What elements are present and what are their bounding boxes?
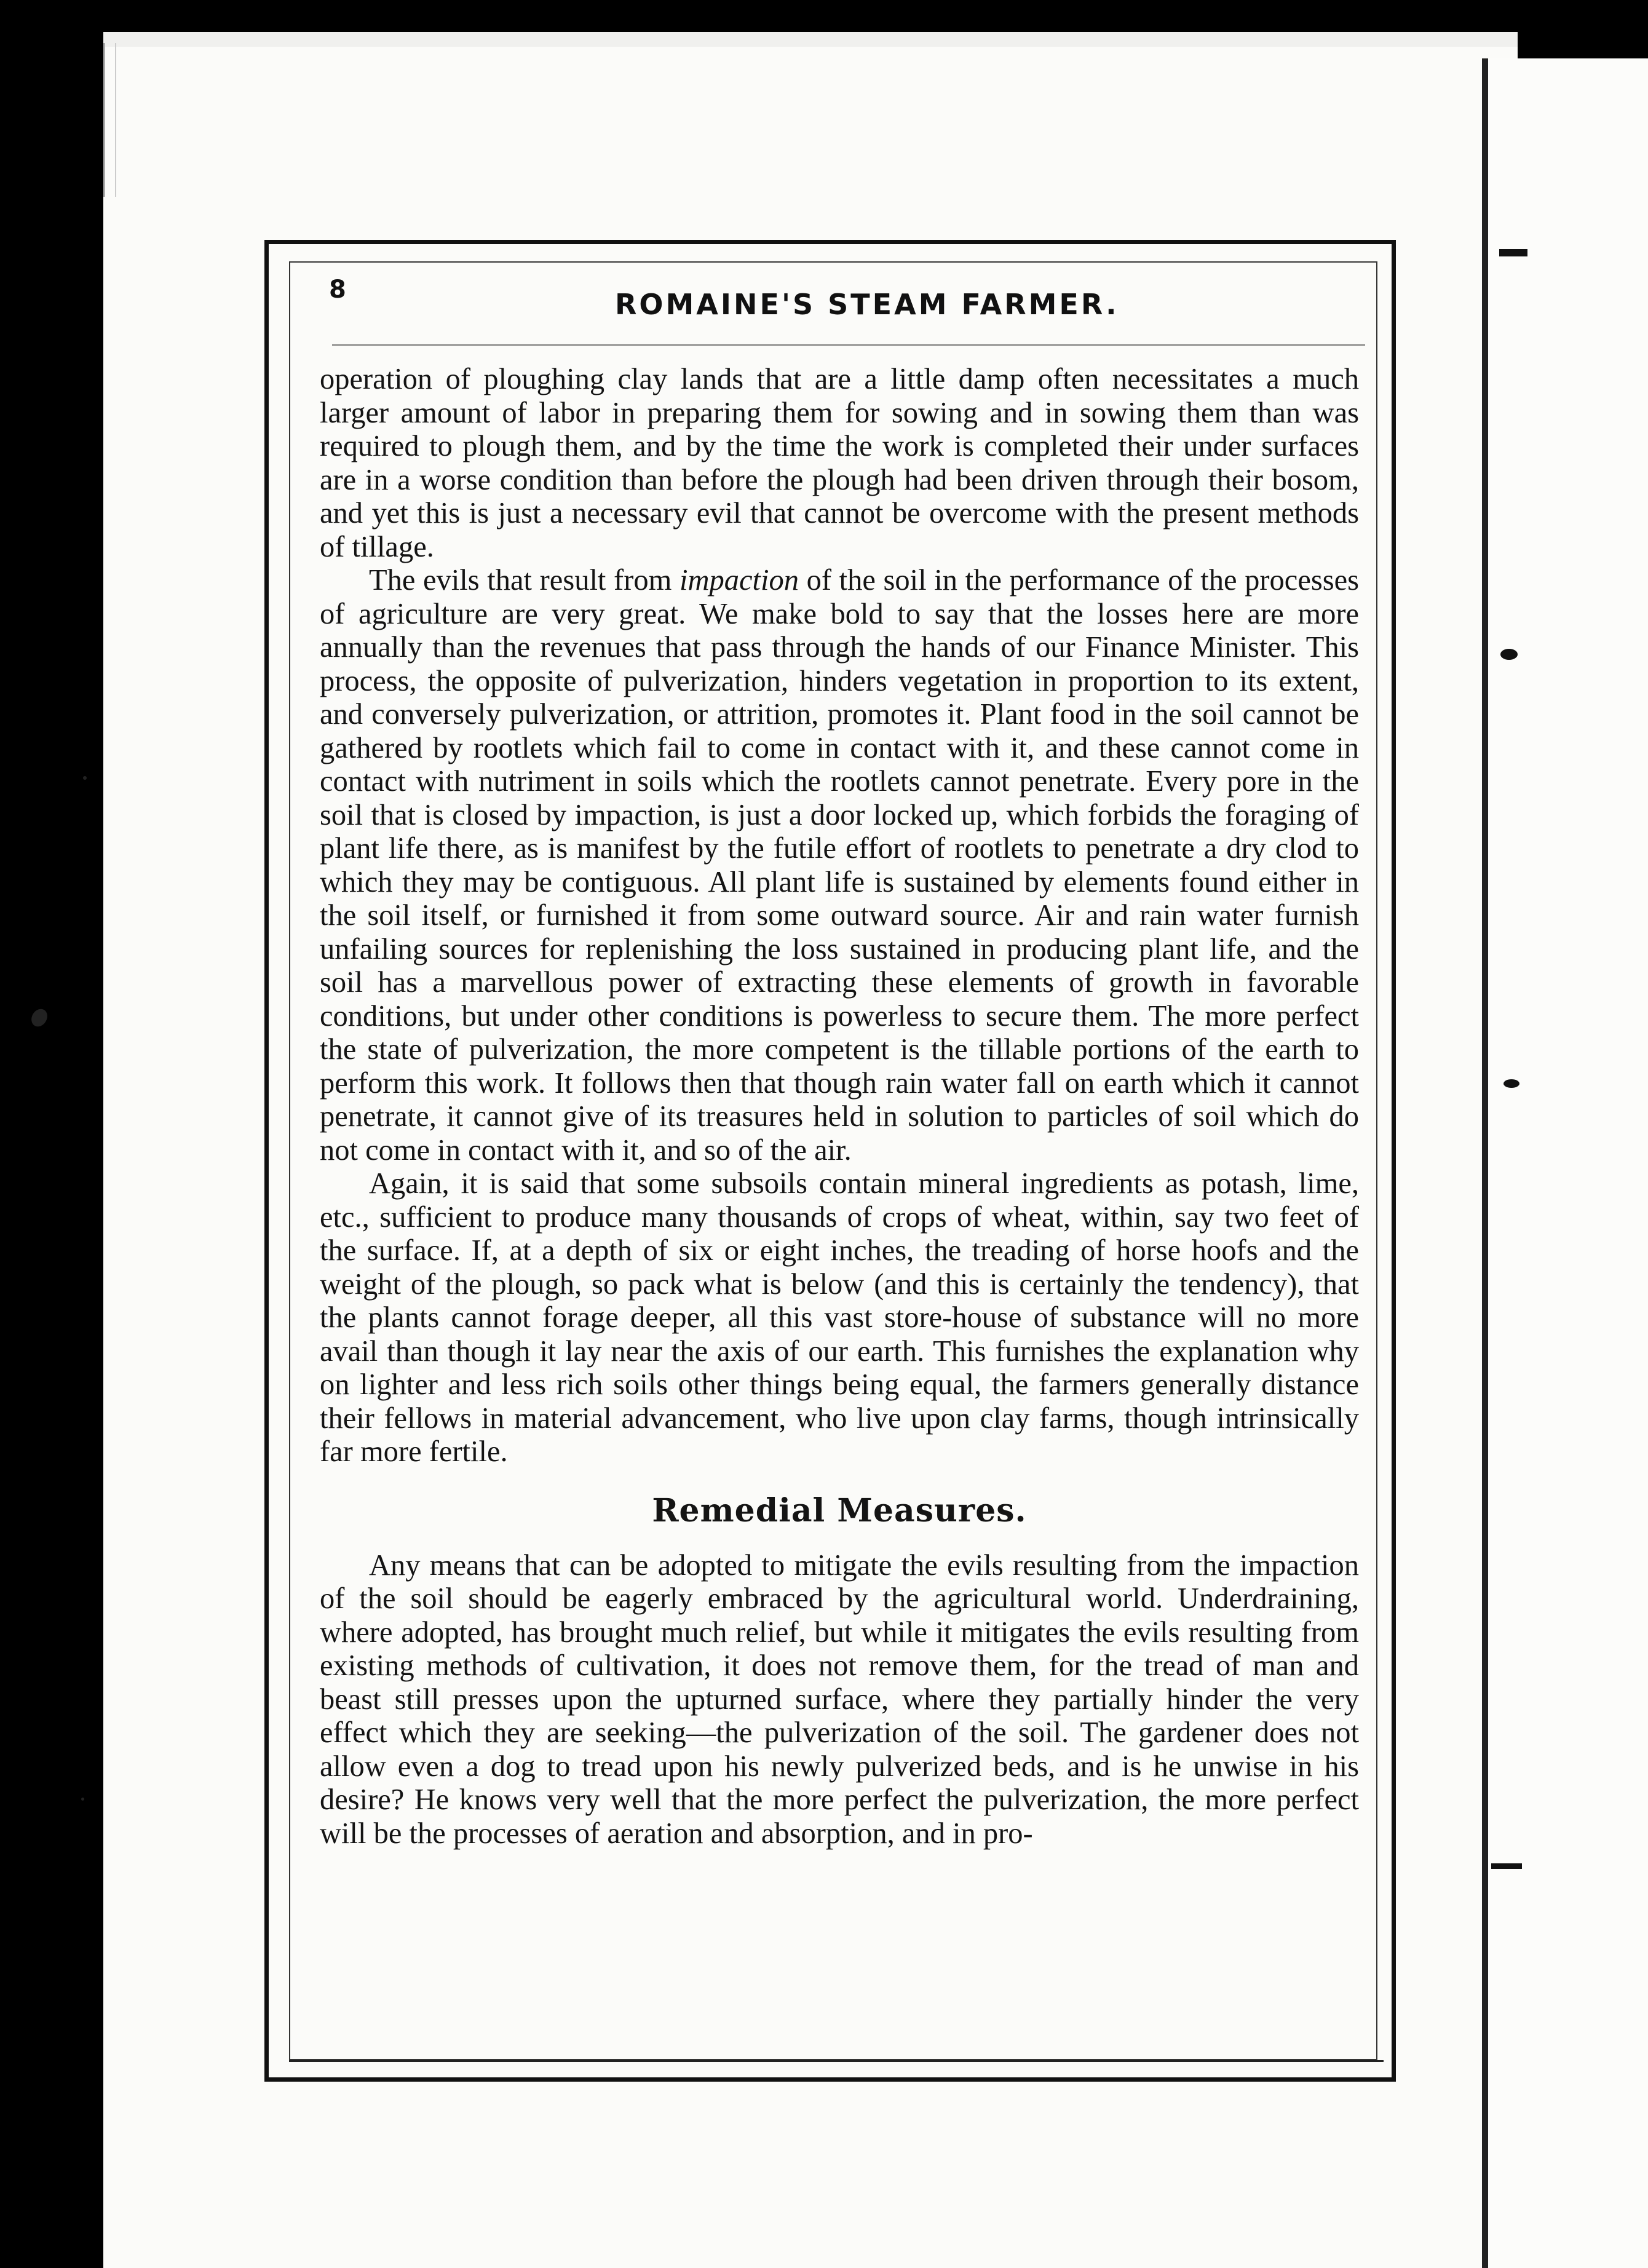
body-text (320, 363, 1359, 1850)
facing-page-mark (1503, 1079, 1519, 1088)
paragraph: operation of ploughing clay lands that are a little damp often necessitates a much larger amount of labor in preparing them for sowing and in sowing them than was required to plough them, and by the time the work is completed their under surfaces are in a worse condition than before the plough had been driven through their bosom, and yet this is just a necessary evil that cannot be overcome with the present methods of tillage. (320, 363, 1359, 563)
text-run: The evils that result from (369, 564, 679, 597)
page-border-bottom-rule (289, 2060, 1384, 2062)
margin-speck (81, 1798, 84, 1801)
page-number: 8 (329, 276, 346, 304)
facing-page-mark (1491, 1863, 1522, 1869)
running-head: ROMAINE'S STEAM FARMER. (615, 288, 1119, 321)
text-run: of the soil in the performance of the processes of agriculture are very great. We make bold to say that the losses here are more annually than the revenues that pass through the hands of our Finance Minister. This process, the opposite of pulverization, hinders vegetation in proportion to its extent, and conversely pulverization, or attrition, promotes it. Plant food in the soil cannot be gathered by rootlets which fail to come in contact with it, and these cannot come in contact with nutriment in soils which the rootlets cannot penetrate. Every pore in the soil that is closed by impaction, is just a door locked up, which forbids the foraging of plant life there, as is manifest by the futile effort of rootlets to penetrate a dry clod to which they may be contiguous. All plant life is sustained by elements found either in the soil itself, or furnished it from some outward source. Air and rain water furnish unfailing sources for replenishing the loss sustained in producing plant life, and the soil has a marvellous power of extracting these elements of growth in favorable conditions, but under other conditions is powerless to secure them. The more perfect the state of pulverization, the more competent is the tillable portions of the earth to perform this work. It follows then that though rain water fall on earth which it cannot penetrate, it cannot give of its treasures held in solution to particles of soil which do not come in contact with it, and so of the air. (320, 564, 1359, 1167)
header-rule (332, 344, 1365, 346)
facing-page-mark (1499, 249, 1527, 256)
margin-speck (28, 1006, 50, 1029)
facing-page-mark (1500, 649, 1518, 660)
facing-page (1482, 58, 1648, 2268)
margin-speck (83, 776, 87, 780)
italic-term: impaction (679, 564, 799, 597)
paragraph: Again, it is said that some subsoils contain mineral ingredients as potash, lime, etc., sufficient to produce many thousands of crops of wheat, within, say two feet of the surface. If, at a depth of six or eight inches, the treading of horse hoofs and the weight of the plough, so pack what is below (and this is certainly the tendency), that the plants cannot forage deeper, all this vast store-house of substance will no more avail than though it lay near the axis of our earth. This furnishes the explanation why on lighter and less rich soils other things being equal, the farmers generally distance their fellows in material advancement, who live upon clay farms, though intrinsically far more fertile. (320, 1167, 1359, 1468)
paragraph (320, 564, 1359, 1167)
paragraph: Any means that can be adopted to mitigate the evils resulting from the impaction of the soil should be eagerly embraced by the agricultural world. Underdraining, where adopted, has brought much relief, but while it mitigates the evils resulting from existing methods of cultivation, it does not remove them, for the tread of man and beast still presses upon the upturned surface, where they partially hinder the very effect which they are seeking—the pulverization of the soil. The gardener does not allow even a dog to tread upon his newly pulverized beds, and is he unwise in his desire? He knows very well that the more perfect the pulverization, the more perfect will be the processes of aeration and absorption, and in pro- (320, 1548, 1359, 1850)
section-heading: Remedial Measures. (652, 1491, 1027, 1529)
page-binding-edge (103, 43, 116, 197)
